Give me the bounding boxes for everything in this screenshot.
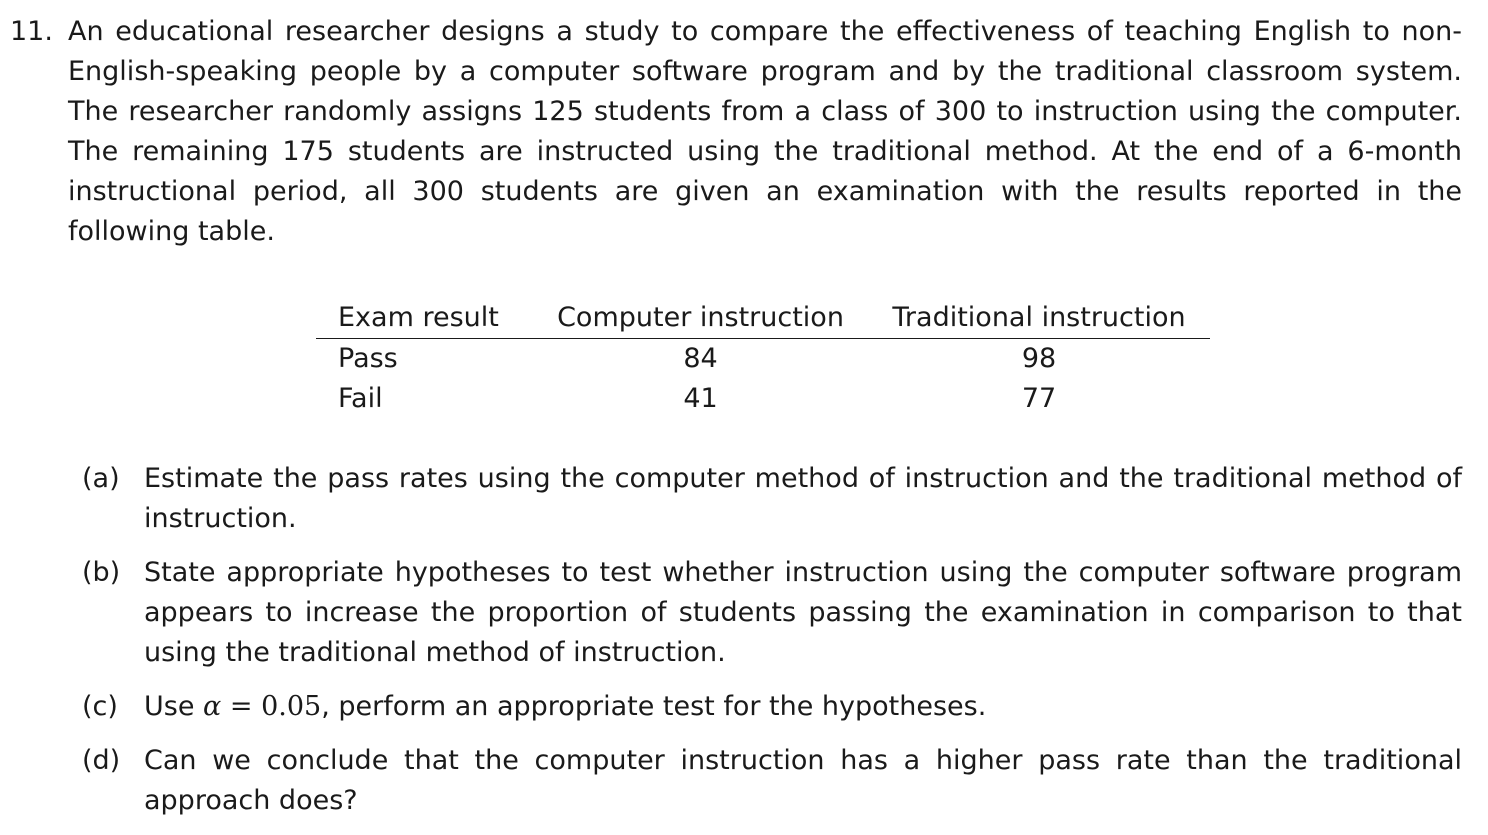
question-parts — [10, 459, 1462, 821]
part-d-label: (d) — [82, 745, 121, 776]
header-computer-instruction: Computer instruction — [533, 298, 868, 339]
cell-computer-fail: 41 — [683, 383, 718, 414]
part-b-text: State appropriate hypotheses to test whether instruction using the computer software program appears to increase the proportion of students passing the examination in comparison to that using the traditional method of instruction. — [144, 557, 1462, 668]
results-table-wrap — [316, 298, 1210, 419]
part-a-text: Estimate the pass rates using the computer method of instruction and the traditional method of instruction. — [144, 463, 1462, 534]
part-c — [82, 687, 1462, 727]
cell-result-pass: Pass — [338, 343, 398, 374]
part-b-label: (b) — [82, 557, 121, 588]
cell-traditional-pass: 98 — [1021, 343, 1057, 374]
part-a — [82, 459, 1462, 539]
problem-11 — [10, 12, 1462, 835]
table-header-row — [316, 298, 1210, 339]
cell-traditional-fail: 77 — [1021, 383, 1057, 414]
alpha-symbol: α — [203, 691, 222, 722]
part-c-text-before: Use — [144, 691, 204, 722]
problem-body — [68, 12, 1462, 252]
table-row-fail — [316, 379, 1210, 419]
part-a-label: (a) — [82, 463, 120, 494]
problem-intro: An educational researcher designs a study to compare the effectiveness of teaching English to non-English-speaking people by a computer software program and by the traditional classroom system. The researcher randomly assigns 125 students from a class of 300 to instruction using the computer. The remaining 175 students are instructed using the traditional method. At the end of a 6-month instructional period, all 300 students are given an examination with the results reported in the following table. — [68, 16, 1462, 247]
part-c-text-after: , perform an appropriate test for the hypotheses. — [321, 691, 987, 722]
part-d — [82, 741, 1462, 821]
results-table — [316, 298, 1210, 419]
header-exam-result: Exam result — [316, 298, 533, 339]
cell-result-fail: Fail — [338, 383, 383, 414]
part-d-text: Can we conclude that the computer instruction has a higher pass rate than the traditional approach does? — [144, 745, 1462, 816]
alpha-value: 0.05 — [261, 691, 322, 722]
cell-computer-pass: 84 — [683, 343, 718, 374]
problem-number: 11. — [10, 16, 53, 47]
table-row-pass — [316, 339, 1210, 380]
equals-sign: = — [221, 691, 262, 722]
header-traditional-instruction: Traditional instruction — [868, 298, 1210, 339]
part-b — [82, 553, 1462, 673]
part-c-label: (c) — [82, 691, 118, 722]
